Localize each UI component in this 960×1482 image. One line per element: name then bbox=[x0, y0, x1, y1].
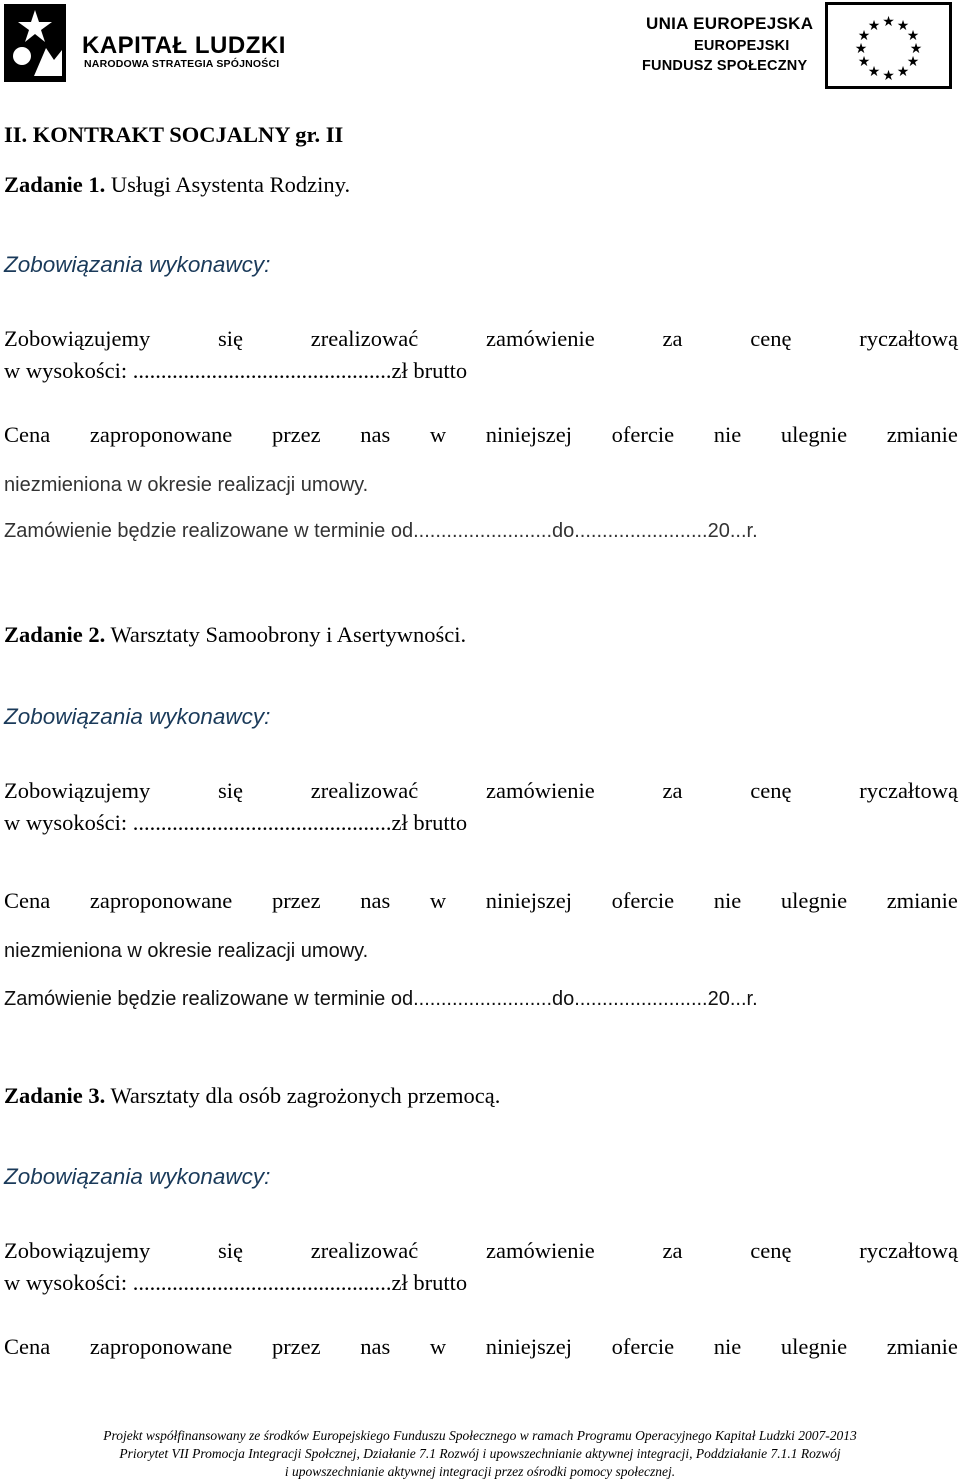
word: za bbox=[662, 778, 683, 803]
task-2-name: Warsztaty Samoobrony i Asertywności. bbox=[110, 622, 467, 647]
task-1-commit-line bbox=[4, 326, 958, 352]
task-2-label: Zadanie 2. bbox=[4, 622, 106, 647]
word: zaproponowane bbox=[89, 422, 233, 447]
task-3-commit-line bbox=[4, 1238, 958, 1264]
word: nie bbox=[713, 422, 742, 447]
word: niniejszej bbox=[485, 888, 572, 913]
word: Zobowiązujemy bbox=[4, 1238, 151, 1263]
task-2-amount-line: w wysokości: ..............................................zł brutto bbox=[4, 810, 468, 835]
word: zmianie bbox=[886, 1334, 958, 1359]
word: Zobowiązujemy bbox=[4, 326, 151, 351]
svg-text:★: ★ bbox=[857, 28, 871, 44]
section-title: II. KONTRAKT SOCJALNY gr. II bbox=[4, 122, 344, 147]
svg-text:★: ★ bbox=[882, 68, 895, 84]
eu-logo-line2: EUROPEJSKI bbox=[694, 38, 790, 54]
task-1-obligations-label: Zobowiązania wykonawcy: bbox=[4, 252, 271, 277]
svg-text:★: ★ bbox=[896, 18, 910, 34]
svg-text:★: ★ bbox=[867, 18, 881, 34]
word: nie bbox=[713, 888, 742, 913]
word: zamówienie bbox=[485, 778, 595, 803]
word: się bbox=[218, 1238, 243, 1263]
svg-text:★: ★ bbox=[867, 64, 881, 80]
task-2-price-line bbox=[4, 888, 958, 914]
word: ryczałtową bbox=[859, 326, 958, 351]
eu-logo-line1: UNIA EUROPEJSKA bbox=[646, 14, 814, 33]
word: przez bbox=[271, 422, 321, 447]
eu-logo bbox=[640, 2, 956, 92]
task-1-name: Usługi Asystenta Rodziny. bbox=[110, 172, 351, 197]
task-1-heading bbox=[4, 172, 350, 198]
word: Cena bbox=[4, 1334, 51, 1359]
footer-line-3: i upowszechnianie aktywnej integracji przez ośrodki pomocy społecznej. bbox=[284, 1464, 676, 1479]
footer-line-1: Projekt współfinansowany ze środków Europejskiego Funduszu Społecznego w ramach Programu Operacyjnego Kapitał Ludzki 2007-2013 bbox=[103, 1428, 857, 1443]
eu-logo-line3: FUNDUSZ SPOŁECZNY bbox=[642, 58, 808, 74]
word: Cena bbox=[4, 888, 51, 913]
kapital-ludzki-logo bbox=[4, 4, 304, 84]
kapital-ludzki-emblem-icon bbox=[4, 4, 66, 82]
word: Cena bbox=[4, 422, 51, 447]
word: za bbox=[662, 326, 683, 351]
word: nie bbox=[713, 1334, 742, 1359]
task-1-unchanged-line: niezmieniona w okresie realizacji umowy. bbox=[4, 474, 369, 496]
word: się bbox=[218, 778, 243, 803]
task-2-unchanged-line: niezmieniona w okresie realizacji umowy. bbox=[4, 940, 369, 962]
word: ryczałtową bbox=[859, 1238, 958, 1263]
word: w bbox=[429, 422, 447, 447]
word: się bbox=[218, 326, 243, 351]
word: ofercie bbox=[611, 422, 675, 447]
task-3-amount-line: w wysokości: ..............................................zł brutto bbox=[4, 1270, 468, 1295]
word: nas bbox=[360, 422, 391, 447]
svg-text:★: ★ bbox=[909, 41, 923, 57]
svg-text:★: ★ bbox=[906, 28, 920, 44]
word: zmianie bbox=[886, 888, 958, 913]
word: zamówienie bbox=[485, 326, 595, 351]
task-2-obligations-label: Zobowiązania wykonawcy: bbox=[4, 704, 271, 729]
word: zrealizować bbox=[310, 1238, 419, 1263]
word: za bbox=[662, 1238, 683, 1263]
word: przez bbox=[271, 888, 321, 913]
word: zrealizować bbox=[310, 778, 419, 803]
left-logo-subtitle: NARODOWA STRATEGIA SPÓJNOŚCI bbox=[84, 58, 280, 70]
word: ryczałtową bbox=[859, 778, 958, 803]
task-3-obligations-label: Zobowiązania wykonawcy: bbox=[4, 1164, 271, 1189]
task-1-term-line: Zamówienie będzie realizowane w terminie od.........................do........................20...r. bbox=[4, 520, 758, 542]
task-3-name: Warsztaty dla osób zagrożonych przemocą. bbox=[110, 1083, 501, 1108]
word: niniejszej bbox=[485, 422, 572, 447]
eu-flag-icon bbox=[825, 2, 952, 89]
task-3-price-line bbox=[4, 1334, 958, 1360]
word: ulegnie bbox=[780, 888, 848, 913]
word: cenę bbox=[750, 326, 792, 351]
svg-text:★: ★ bbox=[896, 64, 910, 80]
task-1-label: Zadanie 1. bbox=[4, 172, 106, 197]
word: ofercie bbox=[611, 1334, 675, 1359]
task-2-term-line: Zamówienie będzie realizowane w terminie od.........................do........................20...r. bbox=[4, 988, 758, 1010]
task-1-price-line bbox=[4, 422, 958, 448]
left-logo-title: KAPITAŁ LUDZKI bbox=[82, 32, 286, 59]
word: cenę bbox=[750, 778, 792, 803]
word: zrealizować bbox=[310, 326, 419, 351]
word: w bbox=[429, 888, 447, 913]
footer-line-2: Priorytet VII Promocja Integracji Społcznej, Działanie 7.1 Rozwój i upowszechnianie aktywnej integracji, Poddziałanie 7.1.1 Rozwój bbox=[119, 1446, 841, 1461]
task-2-heading bbox=[4, 622, 466, 648]
word: zaproponowane bbox=[89, 888, 233, 913]
svg-text:★: ★ bbox=[854, 41, 868, 57]
word: nas bbox=[360, 1334, 391, 1359]
word: Zobowiązujemy bbox=[4, 778, 151, 803]
word: przez bbox=[271, 1334, 321, 1359]
svg-text:★: ★ bbox=[906, 54, 920, 70]
word: ulegnie bbox=[780, 422, 848, 447]
word: zaproponowane bbox=[89, 1334, 233, 1359]
task-1-amount-line: w wysokości: ..............................................zł brutto bbox=[4, 358, 468, 383]
word: ofercie bbox=[611, 888, 675, 913]
svg-text:★: ★ bbox=[857, 54, 871, 70]
word: zmianie bbox=[886, 422, 958, 447]
task-2-commit-line bbox=[4, 778, 958, 804]
task-3-label: Zadanie 3. bbox=[4, 1083, 106, 1108]
word: ulegnie bbox=[780, 1334, 848, 1359]
svg-text:★: ★ bbox=[882, 14, 895, 30]
word: niniejszej bbox=[485, 1334, 572, 1359]
word: zamówienie bbox=[485, 1238, 595, 1263]
task-3-heading bbox=[4, 1083, 500, 1109]
word: nas bbox=[360, 888, 391, 913]
word: cenę bbox=[750, 1238, 792, 1263]
word: w bbox=[429, 1334, 447, 1359]
